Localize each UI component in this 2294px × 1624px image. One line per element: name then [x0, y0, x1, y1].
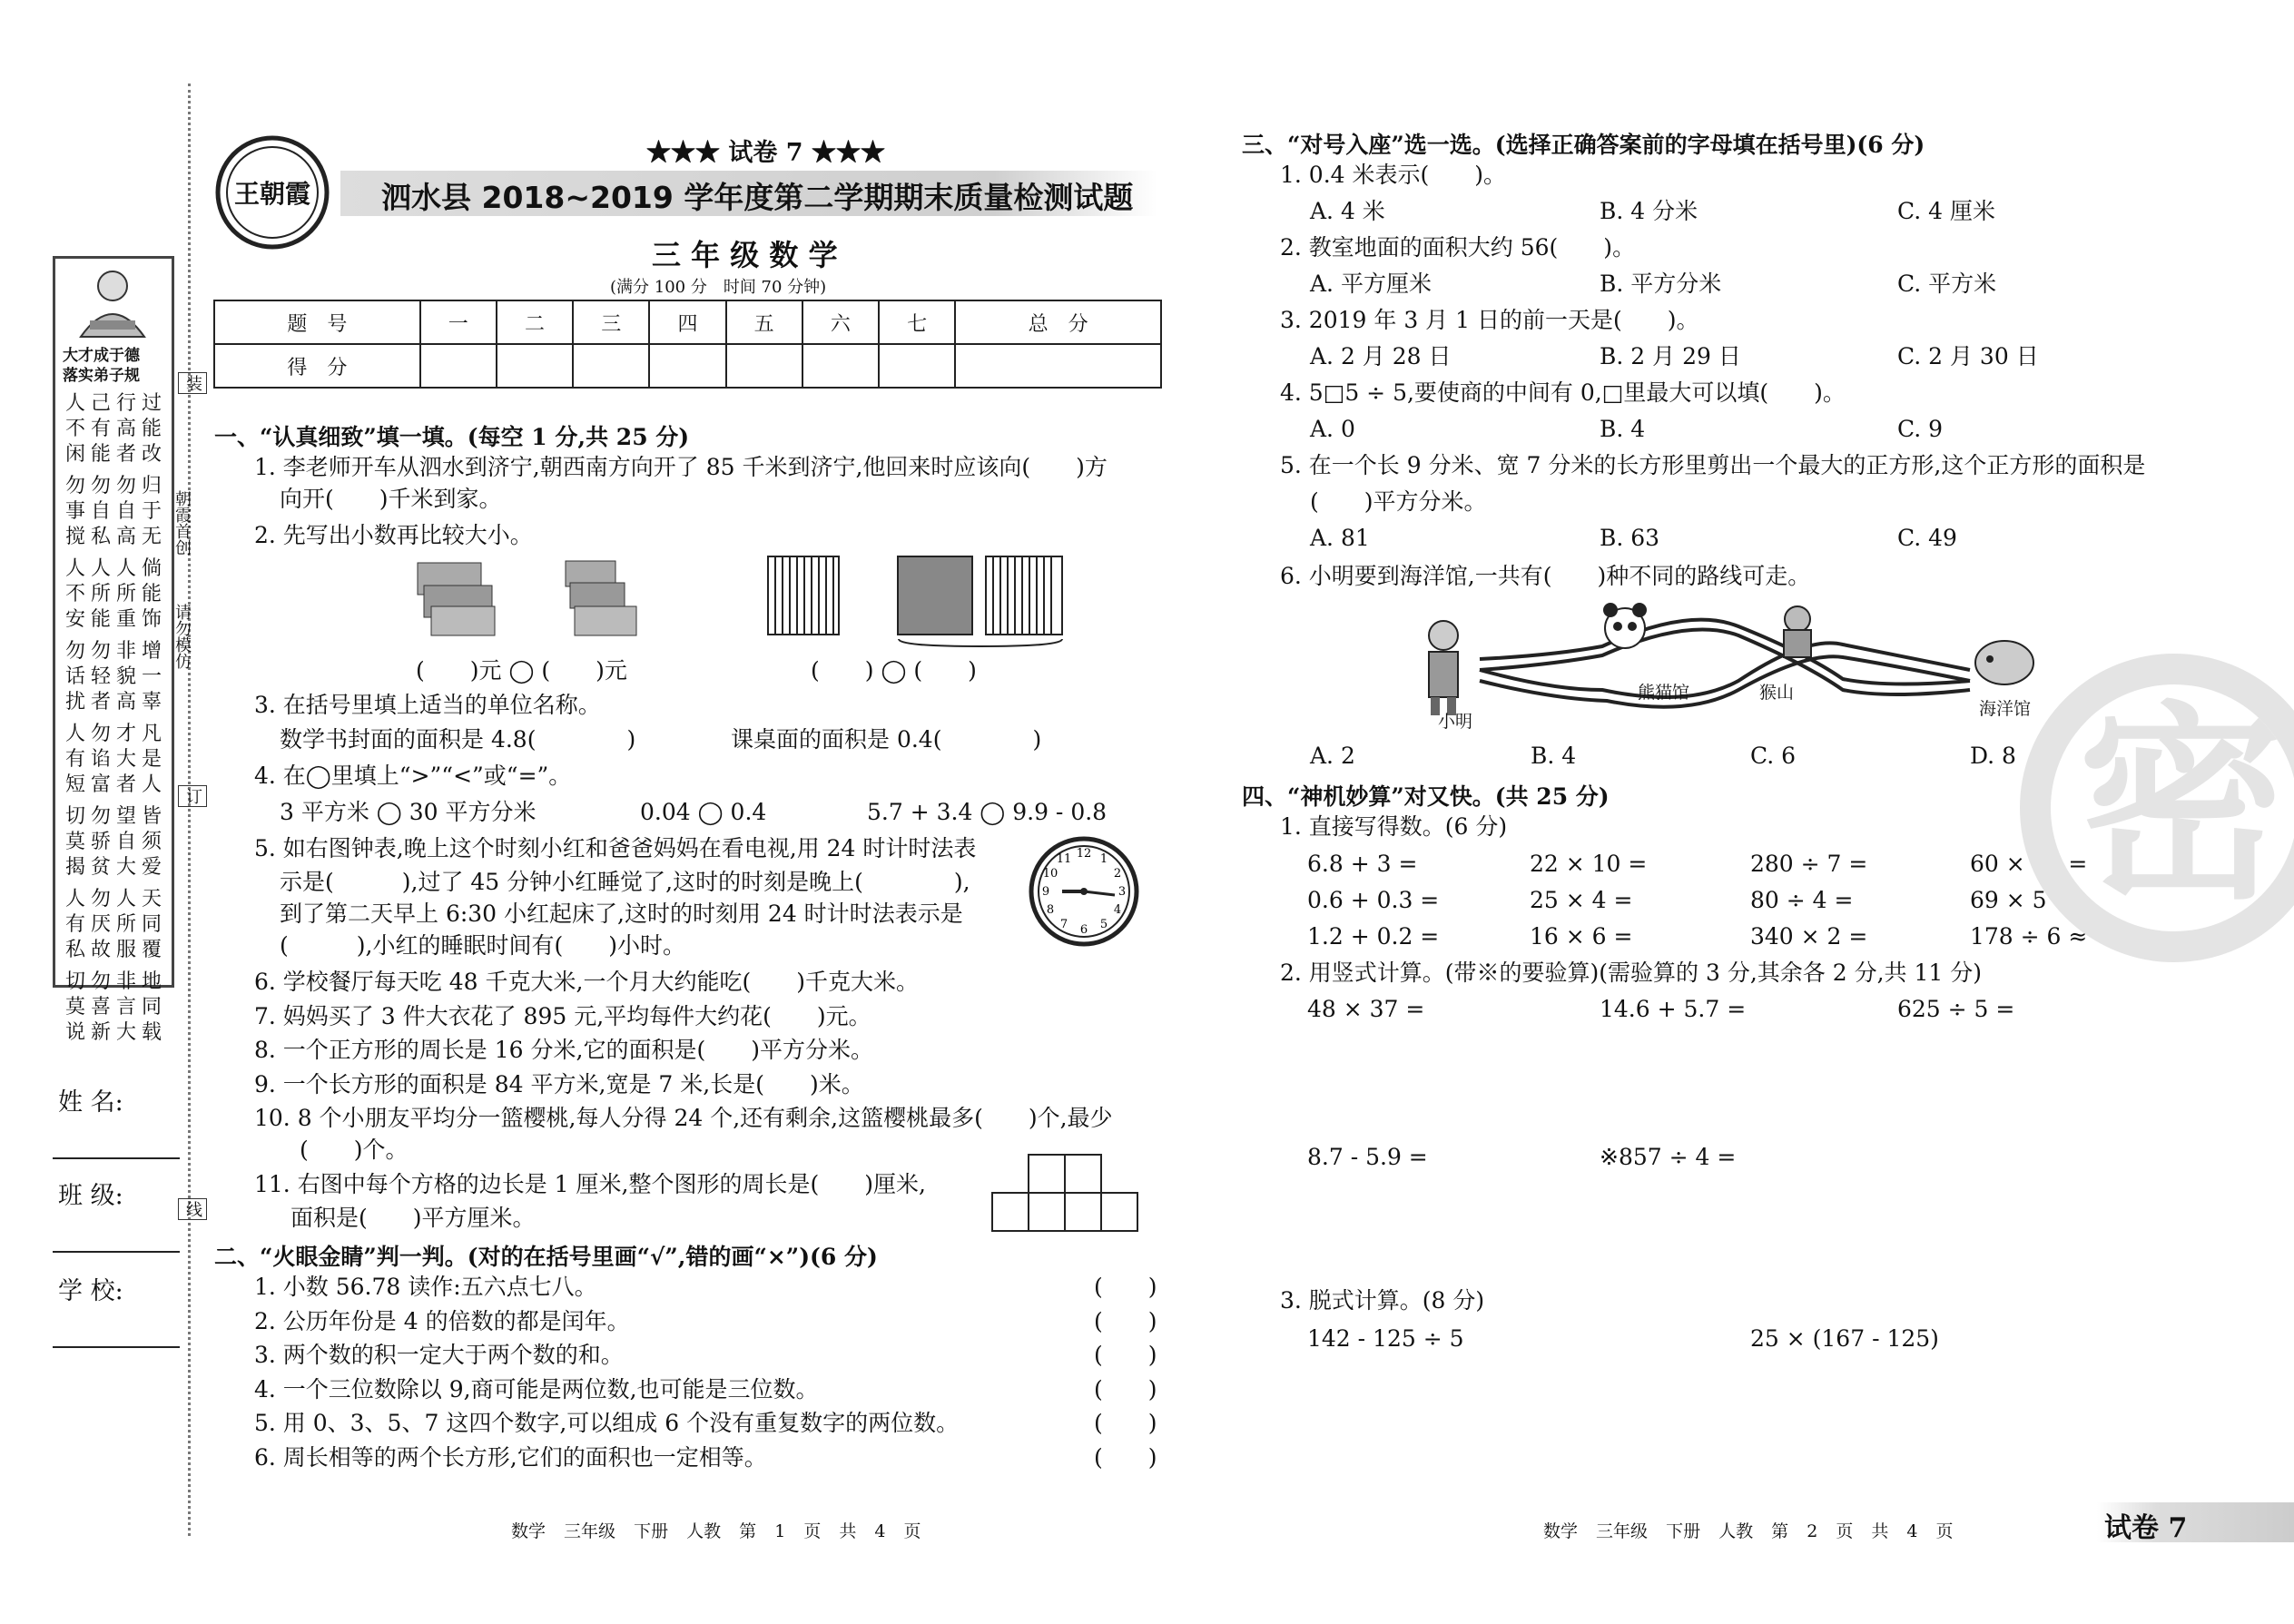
rule-char: 扰 [64, 691, 85, 714]
s3-q1-opt-a[interactable]: A. 4 米 [1310, 198, 1385, 224]
mental-math-item[interactable]: 6.8 + 3 = [1307, 851, 1418, 877]
rule-char: 大 [115, 1021, 136, 1044]
s1-q10-line1[interactable]: 10. 8 个小朋友平均分一篮樱桃,每人分得 24 个,还有剩余,这篮樱桃最多( )个,最少 [254, 1105, 1113, 1131]
svg-text:4: 4 [1113, 903, 1122, 917]
s1-q6[interactable]: 6. 学校餐厅每天吃 48 千克大米,一个月大约能吃( )千克大米。 [254, 969, 919, 995]
whole-and-tenths-figure [897, 556, 1065, 651]
name-label: 姓 名: [58, 1088, 123, 1117]
vertical-calc-1[interactable]: 48 × 37 = [1307, 996, 1425, 1022]
rule-char: 勿 [90, 640, 111, 663]
s3-q3[interactable]: 3. 2019 年 3 月 1 日的前一天是( )。 [1280, 307, 1699, 333]
score-cell[interactable] [726, 344, 802, 388]
s1-q4-a[interactable]: 3 平方米 ◯ 30 平方分米 [280, 799, 537, 825]
s1-q2-blank-money[interactable]: ( )元 ◯ ( )元 [416, 657, 627, 684]
rule-char: 有 [64, 913, 85, 936]
rule-char: 自 [115, 831, 136, 853]
judge-answer-bracket[interactable]: ( ) [1094, 1307, 1157, 1334]
score-header-cell: 题 号 [214, 300, 420, 344]
score-header-row [214, 300, 1161, 344]
rule-char: 短 [64, 773, 85, 796]
score-header-cell: 一 [420, 300, 497, 344]
rule-char: 所 [115, 583, 136, 605]
school-label: 学 校: [58, 1277, 123, 1305]
rule-char: 改 [141, 443, 162, 466]
rule-char: 莫 [64, 831, 85, 853]
rule-char: 安 [64, 608, 85, 631]
s1-q5-line3: 到了第二天早上 6:30 小红起床了,这时的时刻用 24 时计时法表示是 [280, 901, 963, 927]
svg-text:3: 3 [1117, 885, 1127, 899]
rule-char: 搅 [64, 526, 85, 548]
s1-q9[interactable]: 9. 一个长方形的面积是 84 平方米,宽是 7 米,长是( )米。 [254, 1071, 864, 1097]
mental-math-item[interactable]: 80 ÷ 4 = [1750, 887, 1854, 913]
rule-char: 喜 [90, 996, 111, 1019]
svg-text:6: 6 [1079, 923, 1088, 937]
s1-q10-line2[interactable]: ( )个。 [300, 1137, 409, 1163]
s1-q11-line1[interactable]: 11. 右图中每个方格的边长是 1 厘米,整个图形的周长是( )厘米, [254, 1171, 926, 1197]
rule-block [63, 391, 164, 468]
judge-item: 4. 一个三位数除以 9,商可能是两位数,也可能是三位数。 [254, 1375, 819, 1403]
rule-char: 高 [115, 691, 136, 714]
s1-q5-line2[interactable]: 示是( ),过了 45 分钟小红睡觉了,这时的时刻是晚上( ), [280, 869, 970, 895]
rule-char: 自 [115, 500, 136, 523]
rule-block [63, 887, 164, 963]
svg-text:10: 10 [1042, 867, 1058, 881]
rule-char: 爱 [141, 856, 162, 879]
s3-q6-opt-b[interactable]: B. 4 [1531, 743, 1577, 769]
rule-char: 者 [90, 691, 111, 714]
s3-q1[interactable]: 1. 0.4 米表示( )。 [1280, 162, 1507, 188]
rule-char: 人 [115, 888, 136, 910]
s4-part1-title: 1. 直接写得数。(6 分) [1280, 813, 1508, 840]
rule-char: 切 [64, 970, 85, 993]
rule-char: 自 [90, 500, 111, 523]
mental-math-item[interactable]: 178 ÷ 6 ≈ [1970, 923, 2088, 950]
rule-char: 高 [115, 526, 136, 548]
svg-text:9: 9 [1041, 885, 1050, 899]
rule-char: 事 [64, 500, 85, 523]
banknote-image-2 [561, 554, 643, 640]
route-label-end: 海洋馆 [1979, 699, 2032, 719]
s1-q5-line4[interactable]: ( ),小红的睡眠时间有( )小时。 [280, 932, 685, 959]
rule-char: 须 [141, 831, 162, 853]
rule-char: 有 [90, 418, 111, 440]
s3-q6-opt-d[interactable]: D. 8 [1970, 743, 2016, 769]
cut-line [188, 84, 191, 1536]
judge-item: 5. 用 0、3、5、7 这四个数字,可以组成 6 个没有重复数字的两位数。 [254, 1410, 960, 1436]
rule-char: 天 [141, 888, 162, 910]
mental-math-item[interactable]: 1.2 + 0.2 = [1307, 923, 1440, 950]
score-table [213, 300, 1162, 389]
svg-text:8: 8 [1046, 903, 1055, 917]
step-calc-2[interactable]: 25 × (167 - 125) [1750, 1325, 1939, 1352]
rule-char: 饰 [141, 608, 162, 631]
s1-q4: 4. 在◯里填上“>”“<”或“=”。 [254, 763, 572, 789]
rule-char: 同 [141, 913, 162, 936]
rule-char: 重 [115, 608, 136, 631]
score-header-cell: 四 [649, 300, 725, 344]
svg-text:12: 12 [1076, 847, 1092, 861]
rule-char: 者 [115, 773, 136, 796]
s3-q6-opt-c[interactable]: C. 6 [1750, 743, 1797, 769]
s3-q3-opt-c[interactable]: C. 2 月 30 日 [1897, 343, 2039, 369]
rule-char: 人 [141, 773, 162, 796]
rule-char: 高 [115, 418, 136, 440]
rule-char: 揭 [64, 856, 85, 879]
rule-char: 莫 [64, 996, 85, 1019]
rule-char: 己 [90, 392, 111, 415]
subject-title: 三 年 级 数 学 [652, 238, 838, 272]
rule-char: 非 [115, 640, 136, 663]
rule-char: 勿 [90, 805, 111, 828]
rule-char: 无 [141, 526, 162, 548]
s3-q3-opt-a[interactable]: A. 2 月 28 日 [1310, 343, 1452, 369]
svg-text:5: 5 [1099, 918, 1108, 931]
rule-char: 人 [64, 557, 85, 580]
s3-q5-opt-b[interactable]: B. 63 [1600, 525, 1660, 551]
rule-char: 非 [115, 970, 136, 993]
s3-q2[interactable]: 2. 教室地面的面积大约 56( )。 [1280, 234, 1636, 261]
rule-char: 增 [141, 640, 162, 663]
rule-char: 望 [115, 805, 136, 828]
rule-char: 有 [64, 748, 85, 771]
rule-char: 者 [115, 443, 136, 466]
rule-char: 勿 [115, 475, 136, 497]
judge-answer-bracket[interactable]: ( ) [1094, 1410, 1157, 1436]
class-field[interactable] [53, 1251, 180, 1253]
section-3-title: 三、“对号入座”选一选。(选择正确答案前的字母填在括号里)(6 分) [1242, 132, 1925, 158]
rule-char: 话 [64, 665, 85, 688]
stars-badge: ★★★ 试卷 7 ★★★ [646, 139, 885, 167]
judge-answer-bracket[interactable]: ( ) [1094, 1342, 1157, 1368]
panda-icon [1598, 599, 1652, 654]
judge-answer-bracket[interactable]: ( ) [1094, 1443, 1157, 1471]
rule-char: 大 [115, 856, 136, 879]
rule-char: 骄 [90, 831, 111, 853]
person-icon [1416, 617, 1471, 717]
rule-block [63, 969, 164, 1046]
school-field[interactable] [53, 1346, 180, 1348]
mental-math-item[interactable]: 25 × 4 = [1530, 887, 1633, 913]
rule-char: 谄 [90, 748, 111, 771]
score-label-cell: 得 分 [214, 344, 420, 388]
rule-char: 才 [115, 723, 136, 745]
s1-q3-b[interactable]: 课桌面的面积是 0.4( ) [731, 726, 1042, 753]
rule-char: 私 [90, 526, 111, 548]
s1-q2-blank-figure[interactable]: ( ) ◯ ( ) [811, 657, 977, 684]
rule-char: 皆 [141, 805, 162, 828]
mental-math-item[interactable]: 69 × 5 ≈ [1970, 887, 2073, 913]
rule-char: 不 [64, 418, 85, 440]
mental-math-item[interactable]: 0.6 + 0.3 = [1307, 887, 1440, 913]
score-header-cell: 三 [573, 300, 649, 344]
s3-q4-opt-b[interactable]: B. 4 [1600, 416, 1646, 442]
s3-q6[interactable]: 6. 小明要到海洋馆,一共有( )种不同的路线可走。 [1280, 563, 1811, 589]
judge-item: 1. 小数 56.78 读作:五六点七八。 [254, 1274, 597, 1300]
score-header-cell: 六 [802, 300, 879, 344]
sidebar-panel [53, 256, 174, 1044]
vertical-note-1: 朝霞首创 [172, 490, 192, 556]
score-cell[interactable] [955, 344, 1161, 388]
s1-q4-c[interactable]: 5.7 + 3.4 ◯ 9.9 - 0.8 [867, 799, 1108, 825]
s4-part3-title: 3. 脱式计算。(8 分) [1280, 1287, 1485, 1314]
rule-block [63, 722, 164, 798]
rule-char: 说 [64, 1021, 85, 1044]
cut-mark-3: 线 [178, 1198, 207, 1220]
rule-char: 人 [64, 888, 85, 910]
judge-answer-bracket[interactable]: ( ) [1094, 1375, 1157, 1403]
s3-q5-opt-c[interactable]: C. 49 [1897, 525, 1957, 551]
s3-q1-opt-c[interactable]: C. 4 厘米 [1897, 198, 1995, 224]
vertical-calc-2[interactable]: 14.6 + 5.7 = [1600, 996, 1747, 1022]
rule-char: 富 [90, 773, 111, 796]
motto-2: 落实弟子规 [63, 367, 140, 385]
s1-q8[interactable]: 8. 一个正方形的周长是 16 分米,它的面积是( )平方分米。 [254, 1037, 873, 1063]
rule-char: 凡 [141, 723, 162, 745]
rule-char: 人 [115, 557, 136, 580]
section-1-title: 一、“认真细致”填一填。(每空 1 分,共 25 分) [214, 424, 690, 450]
rule-char: 人 [90, 557, 111, 580]
disciple-rules-text [63, 391, 164, 1052]
rule-block [63, 639, 164, 715]
score-header-cell: 五 [726, 300, 802, 344]
judge-answer-bracket[interactable]: ( ) [1094, 1274, 1157, 1300]
s3-q4[interactable]: 4. 5□5 ÷ 5,要使商的中间有 0,□里最大可以填( )。 [1280, 379, 1846, 406]
banknote-image-1 [413, 554, 499, 640]
s3-q4-opt-c[interactable]: C. 9 [1897, 416, 1944, 442]
s1-q5-line1: 5. 如右图钟表,晚上这个时刻小红和爸爸妈妈在看电视,用 24 时计时法表 [254, 835, 977, 861]
rule-char: 不 [64, 583, 85, 605]
cut-mark-2: 订 [178, 785, 207, 807]
rule-char: 能 [141, 583, 162, 605]
rule-char: 是 [141, 748, 162, 771]
mental-math-item[interactable]: 22 × 10 = [1530, 851, 1648, 877]
score-cell[interactable] [649, 344, 725, 388]
score-cell[interactable] [420, 344, 497, 388]
mental-math-item[interactable]: 16 × 6 = [1530, 923, 1633, 950]
mascot-icon [72, 266, 153, 339]
cut-mark-1: 装 [178, 372, 207, 394]
s1-q11-line2[interactable]: 面积是( )平方厘米。 [290, 1205, 536, 1231]
rule-char: 切 [64, 805, 85, 828]
judge-item: 2. 公历年份是 4 的倍数的都是闰年。 [254, 1307, 630, 1334]
corner-badge: 试卷 7 [2104, 1512, 2188, 1544]
judge-item: 6. 周长相等的两个长方形,它们的面积也一定相等。 [254, 1443, 767, 1471]
svg-text:1: 1 [1099, 852, 1108, 866]
rule-block [63, 474, 164, 550]
score-value-row [214, 344, 1161, 388]
rule-char: 大 [115, 748, 136, 771]
rule-char: 载 [141, 1021, 162, 1044]
rule-char: 服 [115, 939, 136, 961]
motto-1: 大才成于德 [63, 347, 140, 365]
rule-char: 同 [141, 996, 162, 1019]
s3-q4-opt-a[interactable]: A. 0 [1310, 416, 1355, 442]
monkey-icon [1766, 599, 1829, 663]
rule-char: 地 [141, 970, 162, 993]
rule-char: 能 [90, 608, 111, 631]
vertical-calc-5[interactable]: ※857 ÷ 4 = [1600, 1144, 1737, 1170]
mental-math-item[interactable]: 340 × 2 = [1750, 923, 1868, 950]
rule-char: 行 [115, 392, 136, 415]
route-label-start: 小明 [1438, 712, 1473, 732]
s3-q2-opt-c[interactable]: C. 平方米 [1897, 271, 1997, 297]
route-label-monkey: 猴山 [1759, 683, 1795, 703]
judge-item: 3. 两个数的积一定大于两个数的和。 [254, 1342, 624, 1368]
s1-q3: 3. 在括号里填上适当的单位名称。 [254, 692, 601, 718]
s3-q1-opt-b[interactable]: B. 4 分米 [1600, 198, 1698, 224]
name-field[interactable] [53, 1157, 180, 1159]
rule-char: 私 [64, 939, 85, 961]
score-cell[interactable] [497, 344, 573, 388]
score-cell[interactable] [802, 344, 879, 388]
s4-part2-title: 2. 用竖式计算。(带※的要验算)(需验算的 3 分,其余各 2 分,共 11 分) [1280, 960, 1983, 986]
logo [214, 134, 330, 251]
s3-q5-line1: 5. 在一个长 9 分米、宽 7 分米的长方形里剪出一个最大的正方形,这个正方形的面积是 [1280, 452, 2146, 478]
rule-char: 勿 [64, 475, 85, 497]
rule-char: 于 [141, 500, 162, 523]
rule-char: 所 [90, 583, 111, 605]
tenths-strip-figure [767, 556, 840, 635]
s3-q6-opt-a[interactable]: A. 2 [1310, 743, 1355, 769]
rule-char: 言 [115, 996, 136, 1019]
s1-q7[interactable]: 7. 妈妈买了 3 件大衣花了 895 元,平均每件大约花( )元。 [254, 1003, 871, 1029]
logo-text: 王朝霞 [234, 179, 311, 209]
score-cell[interactable] [573, 344, 649, 388]
rule-char: 勿 [90, 888, 111, 910]
rule-char: 一 [141, 665, 162, 688]
s3-q2-opt-a[interactable]: A. 平方厘米 [1310, 271, 1432, 297]
rule-char: 倘 [141, 557, 162, 580]
footer-left: 数学 三年级 下册 人教 第 1 页 共 4 页 [511, 1521, 921, 1541]
exam-meta: (满分 100 分 时间 70 分钟) [610, 278, 827, 297]
mental-math-item[interactable]: 60 × 70 = [1970, 851, 2088, 877]
rule-char: 勿 [90, 970, 111, 993]
rule-block [63, 804, 164, 881]
svg-text:7: 7 [1059, 918, 1068, 931]
step-calc-1[interactable]: 142 - 125 ÷ 5 [1307, 1325, 1464, 1352]
rule-char: 新 [90, 1021, 111, 1044]
watermark-text: 密 [2078, 685, 2288, 928]
score-header-cell: 二 [497, 300, 573, 344]
section-4-title: 四、“神机妙算”对又快。(共 25 分) [1242, 783, 1610, 810]
svg-text:11: 11 [1056, 852, 1072, 866]
page-title: 泗水县 2018~2019 学年度第二学期期末质量检测试题 [381, 180, 1134, 215]
rule-char: 闲 [64, 443, 85, 466]
rule-char: 贫 [90, 856, 111, 879]
rule-char: 人 [64, 723, 85, 745]
rule-char: 能 [90, 443, 111, 466]
vertical-note-2: 请勿模仿 [172, 604, 192, 669]
class-label: 班 级: [58, 1182, 123, 1210]
s3-q5-opt-a[interactable]: A. 81 [1310, 525, 1370, 551]
clock-icon [1028, 835, 1140, 948]
s1-q1-line2: 向开( )千米到家。 [280, 486, 502, 512]
section-2-title: 二、“火眼金睛”判一判。(对的在括号里画“√”,错的画“×”)(6 分) [214, 1244, 878, 1270]
route-figure [1416, 599, 2070, 735]
rule-char: 故 [90, 939, 111, 961]
rule-char: 人 [64, 392, 85, 415]
rule-char: 厌 [90, 913, 111, 936]
rule-char: 归 [141, 475, 162, 497]
s1-q1-line1: 1. 李老师开车从泗水到济宁,朝西南方向开了 85 千米到济宁,他回来时应该向( )方 [254, 454, 1108, 480]
mental-math-item[interactable]: 280 ÷ 7 = [1750, 851, 1868, 877]
score-cell[interactable] [879, 344, 955, 388]
grid-shape-figure [991, 1153, 1146, 1235]
rule-char: 轻 [90, 665, 111, 688]
rule-char: 勿 [64, 640, 85, 663]
rule-char: 所 [115, 913, 136, 936]
vertical-calc-4[interactable]: 8.7 - 5.9 = [1307, 1144, 1428, 1170]
rule-char: 辜 [141, 691, 162, 714]
rule-char: 过 [141, 392, 162, 415]
s1-q3-a[interactable]: 数学书封面的面积是 4.8( ) [280, 726, 636, 753]
route-label-panda: 熊猫馆 [1638, 683, 1690, 703]
rule-char: 勿 [90, 475, 111, 497]
s1-q2: 2. 先写出小数再比较大小。 [254, 522, 533, 548]
vertical-calc-3[interactable]: 625 ÷ 5 = [1897, 996, 2015, 1022]
score-header-cell: 七 [879, 300, 955, 344]
rule-char: 覆 [141, 939, 162, 961]
rule-char: 能 [141, 418, 162, 440]
rule-char: 勿 [90, 723, 111, 745]
s1-q4-b[interactable]: 0.04 ◯ 0.4 [640, 799, 767, 825]
score-header-cell: 总 分 [955, 300, 1161, 344]
s3-q2-opt-b[interactable]: B. 平方分米 [1600, 271, 1722, 297]
footer-right: 数学 三年级 下册 人教 第 2 页 共 4 页 [1543, 1521, 1954, 1541]
s3-q3-opt-b[interactable]: B. 2 月 29 日 [1600, 343, 1741, 369]
svg-text:2: 2 [1113, 867, 1122, 881]
s3-q5-line2[interactable]: ( )平方分米。 [1310, 488, 1487, 515]
rule-char: 貌 [115, 665, 136, 688]
hedgehog-icon [1972, 634, 2037, 688]
rule-block [63, 556, 164, 633]
